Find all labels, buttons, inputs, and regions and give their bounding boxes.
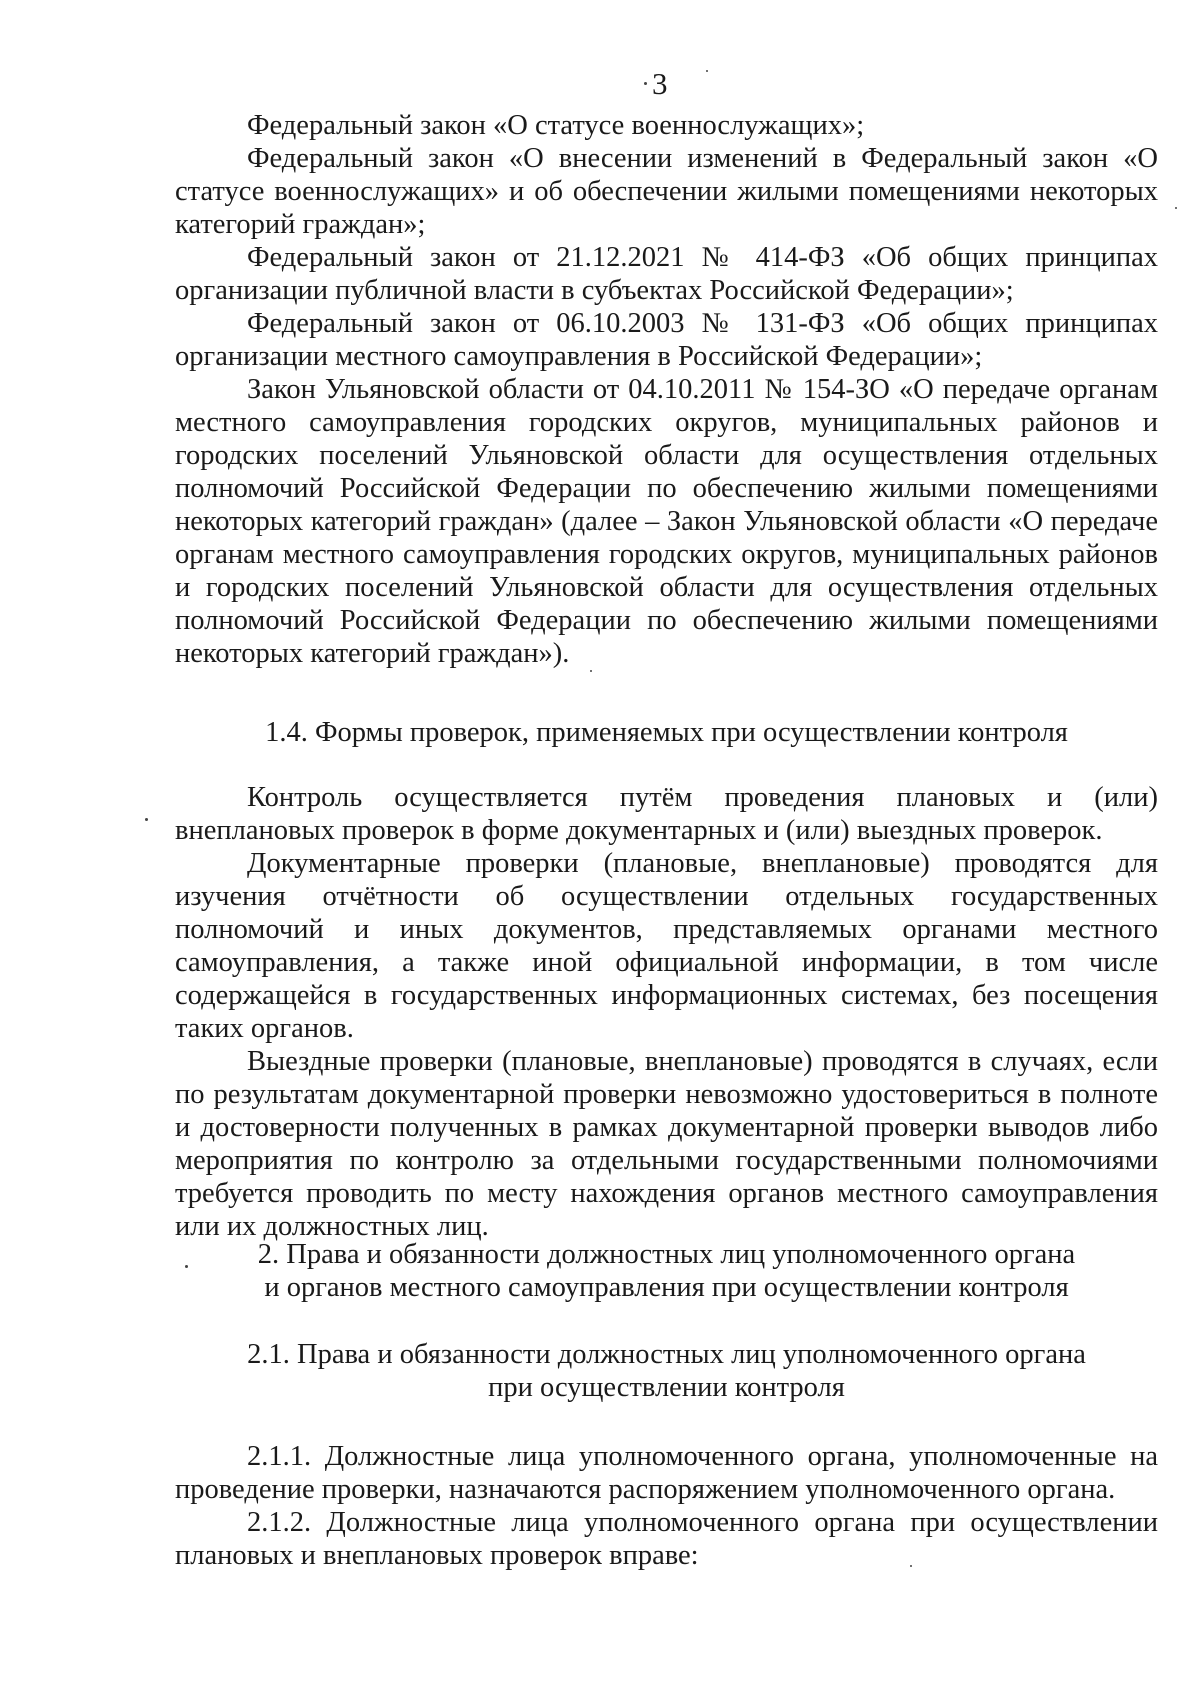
paragraph-law-amendments: Федеральный закон «О внесении изменений в Федеральный закон «О статусе военнослужащих» и об обеспечении жилыми помещениями некоторых категорий граждан»; bbox=[175, 143, 1158, 240]
section-2-heading-line2: и органов местного самоуправления при осуществлении контроля bbox=[264, 1272, 1069, 1303]
section-2-1-heading-line1: 2.1. Права и обязанности должностных лиц уполномоченного органа bbox=[247, 1339, 1086, 1370]
scan-speck bbox=[145, 818, 148, 821]
section-1-4-heading-block bbox=[175, 716, 1158, 749]
legal-acts-list bbox=[175, 109, 1158, 670]
paragraph-law-ulyanovsk-154: Закон Ульяновской области от 04.10.2011 № 154-ЗО «О передаче органам местного самоуправления городских округов, муниципальных районов и городских поселений Ульяновской области для осуществления отдельных полномочий Российской Федерации по обеспечению жилыми помещениями некоторых категорий граждан» (далее – Закон Ульяновской области «О передаче органам местного самоуправления городских округов, муниципальных районов и городских поселений Ульяновской области для осуществления отдельных полномочий Российской Федерации по обеспечению жилыми помещениями некоторых категорий граждан»). bbox=[175, 374, 1158, 669]
scan-speck bbox=[1175, 207, 1177, 209]
scan-speck bbox=[706, 70, 708, 72]
scan-speck bbox=[590, 670, 592, 672]
section-2-1-heading-line2: при осуществлении контроля bbox=[488, 1372, 845, 1403]
paragraph-control-forms: Контроль осуществляется путём проведения плановых и (или) внеплановых проверок в форме документарных и (или) выездных проверок. bbox=[175, 782, 1158, 846]
section-2-heading-line1: 2. Права и обязанности должностных лиц уполномоченного органа bbox=[257, 1239, 1076, 1270]
paragraph-2-1-1: 2.1.1. Должностные лица уполномоченного органа, уполномоченные на проведение проверки, назначаются распоряжением уполномоченного органа. bbox=[175, 1441, 1158, 1505]
page-number: 3 bbox=[652, 66, 668, 101]
paragraph-law-131: Федеральный закон от 06.10.2003 № 131-ФЗ «Об общих принципах организации местного самоуправления в Российской Федерации»; bbox=[175, 308, 1158, 372]
section-2-1-body bbox=[175, 1440, 1158, 1572]
scan-speck bbox=[185, 1265, 188, 1268]
section-1-4-heading: 1.4. Формы проверок, применяемых при осуществлении контроля bbox=[265, 717, 1068, 748]
paragraph-law-414: Федеральный закон от 21.12.2021 № 414-ФЗ «Об общих принципах организации публичной власти в субъектах Российской Федерации»; bbox=[175, 242, 1158, 306]
section-2-1-heading-block bbox=[175, 1338, 1158, 1404]
section-2-heading-block bbox=[175, 1238, 1158, 1304]
paragraph-law-status-servicemen: Федеральный закон «О статусе военнослужащих»; bbox=[247, 110, 865, 141]
scan-speck bbox=[910, 1565, 912, 1567]
scan-speck bbox=[644, 82, 647, 85]
paragraph-field-checks: Выездные проверки (плановые, внеплановые) проводятся в случаях, если по результатам документарной проверки невозможно удостовериться в полноте и достоверности полученных в рамках документарной проверки выводов либо мероприятия по контролю за отдельными государственными полномочиями требуется проводить по месту нахождения органов местного самоуправления или их должностных лиц. bbox=[175, 1046, 1158, 1242]
paragraph-2-1-2: 2.1.2. Должностные лица уполномоченного органа при осуществлении плановых и внеплановых проверок вправе: bbox=[175, 1507, 1158, 1571]
section-1-4-body bbox=[175, 781, 1158, 1243]
paragraph-documentary-checks: Документарные проверки (плановые, внеплановые) проводятся для изучения отчётности об осуществлении отдельных государственных полномочий и иных документов, представляемых органами местного самоуправления, а также иной официальной информации, в том числе содержащейся в государственных информационных системах, без посещения таких органов. bbox=[175, 848, 1158, 1044]
